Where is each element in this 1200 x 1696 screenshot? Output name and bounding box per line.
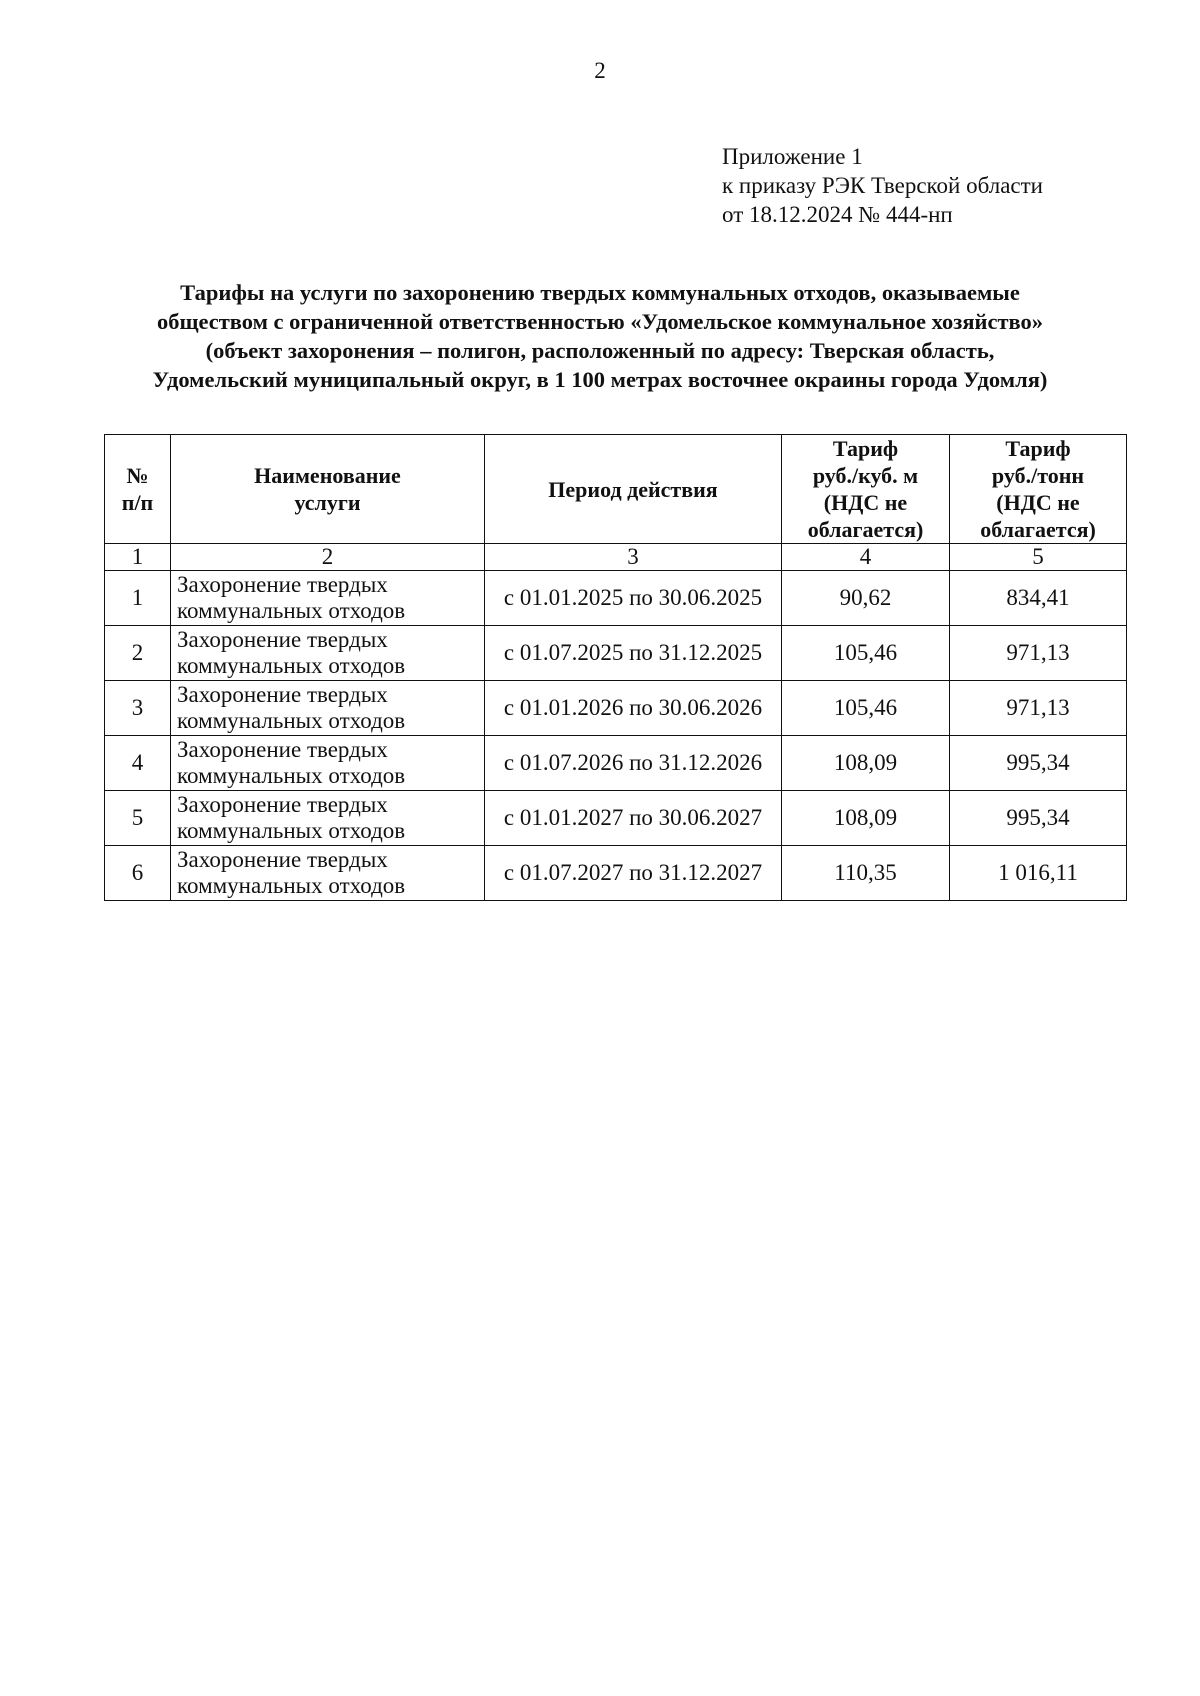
header-tariff-m3-line-3: (НДС не [823,490,908,515]
period: с 01.01.2025 по 30.06.2025 [485,571,782,626]
header-name-line-1: Наименование [254,463,401,488]
period: с 01.07.2026 по 31.12.2026 [485,736,782,791]
service-name-line-2: коммунальных отходов [177,873,406,898]
title-line-3: (объект захоронения – полигон, расположенный по адресу: Тверская область, [205,338,995,363]
service-name-line-1: Захоронение твердых [177,847,388,872]
page-number: 2 [594,58,606,83]
tariff-table [104,434,1127,901]
table-row [105,791,1127,846]
row-number: 5 [105,791,171,846]
header-name-line-2: услуги [294,490,361,515]
tariff-per-ton: 971,13 [950,681,1127,736]
service-name [171,681,485,736]
tariff-per-ton: 1 016,11 [950,846,1127,901]
tariff-per-m3: 105,46 [782,681,950,736]
header-number [105,435,171,544]
table-row [105,681,1127,736]
appendix-line-2: к приказу РЭК Тверской области [722,173,1043,198]
header-tariff-m3-line-4: облагается) [807,517,924,542]
title-line-2: обществом с ограниченной ответственностью «Удомельское коммунальное хозяйство» [156,309,1043,334]
service-name [171,736,485,791]
tariff-per-m3: 108,09 [782,736,950,791]
service-name-line-1: Захоронение твердых [177,627,388,652]
appendix-line-1: Приложение 1 [722,144,863,169]
tariff-per-m3: 105,46 [782,626,950,681]
table-row [105,846,1127,901]
header-tariff-t-line-1: Тариф [1005,436,1071,461]
service-name-line-1: Захоронение твердых [177,682,388,707]
row-number: 1 [105,571,171,626]
tariff-per-ton: 971,13 [950,626,1127,681]
table-row [105,736,1127,791]
header-tariff-per-ton [950,435,1127,544]
period: с 01.07.2025 по 31.12.2025 [485,626,782,681]
service-name-line-1: Захоронение твердых [177,737,388,762]
column-number: 1 [105,544,171,571]
row-number: 3 [105,681,171,736]
service-name [171,626,485,681]
header-tariff-m3-line-2: руб./куб. м [812,463,919,488]
service-name-line-2: коммунальных отходов [177,653,406,678]
service-name-line-2: коммунальных отходов [177,818,406,843]
service-name-line-1: Захоронение твердых [177,572,388,597]
row-number: 6 [105,846,171,901]
service-name [171,571,485,626]
row-number: 2 [105,626,171,681]
column-number: 3 [485,544,782,571]
table-row [105,571,1127,626]
tariff-per-m3: 108,09 [782,791,950,846]
tariff-per-ton: 834,41 [950,571,1127,626]
tariff-per-m3: 110,35 [782,846,950,901]
appendix-line-3: от 18.12.2024 № 444-нп [722,202,953,227]
period: с 01.07.2027 по 31.12.2027 [485,846,782,901]
appendix-block [722,142,1043,229]
service-name-line-2: коммунальных отходов [177,708,406,733]
header-service-name [171,435,485,544]
service-name-line-1: Захоронение твердых [177,792,388,817]
column-number-row [105,544,1127,571]
period: с 01.01.2026 по 30.06.2026 [485,681,782,736]
header-number-line-2: п/п [121,490,154,515]
title-line-4: Удомельский муниципальный округ, в 1 100 метрах восточнее окраины города Удомля) [152,367,1048,392]
period: с 01.01.2027 по 30.06.2027 [485,791,782,846]
service-name [171,846,485,901]
column-number: 5 [950,544,1127,571]
table-row [105,626,1127,681]
service-name-line-2: коммунальных отходов [177,598,406,623]
header-tariff-t-line-4: облагается) [980,517,1096,542]
tariff-per-ton: 995,34 [950,791,1127,846]
header-tariff-t-line-2: руб./тонн [991,463,1085,488]
column-number: 4 [782,544,950,571]
document-title [80,278,1120,394]
tariff-per-ton: 995,34 [950,736,1127,791]
tariff-per-m3: 90,62 [782,571,950,626]
service-name [171,791,485,846]
header-tariff-t-line-3: (НДС не [996,490,1080,515]
header-tariff-m3-line-1: Тариф [832,436,899,461]
header-number-line-1: № [126,463,149,488]
service-name-line-2: коммунальных отходов [177,763,406,788]
title-line-1: Тарифы на услуги по захоронению твердых коммунальных отходов, оказываемые [180,280,1020,305]
row-number: 4 [105,736,171,791]
header-tariff-per-m3 [782,435,950,544]
column-number: 2 [171,544,485,571]
header-period: Период действия [485,435,782,544]
table-header-row [105,435,1127,544]
